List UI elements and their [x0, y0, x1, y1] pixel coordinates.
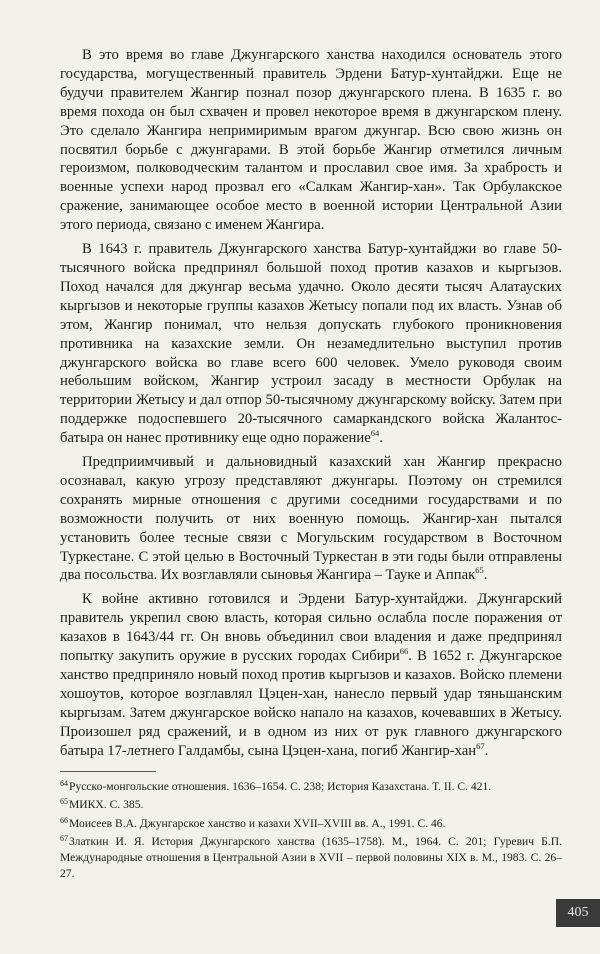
- paragraph-1-text: В это время во главе Джунгарского ханства находился основатель этого государства, могущественный правитель Эрдени Батур-хунтайджи. Еще не будучи правителем Жангир познал позор джунгарского плена. В 1635 г. во время похода он был схвачен и провел некоторое время в джунгарском плену. Это сделало Жангира непримиримым врагом джунгар. Всю свою жизнь он посвятил борьбе с джунгарами. В этой борьбе Жангир отметился личным героизмом, полководческим талантом и прославил свое имя. За храбрость и военные успехи народ прозвал его «Салкам Жангир-хан». Так Орбулакское сражение, занимающее особое место в военной истории Центральной Азии этого периода, связано с именем Жангира.: [60, 47, 562, 234]
- page-body: [60, 46, 562, 881]
- paragraph-4-text: К войне активно готовился и Эрдени Батур-хунтайджи. Джунгарский правитель укрепил свою власть, которая сильно ослабла после поражения от казахов в 1643/44 гг. Он вновь объединил свои владения и даже предпринял попытку закупить оружие в русских городах Сибири: [60, 591, 562, 665]
- footnote-ref-67[interactable]: 67: [476, 740, 485, 751]
- footnote-ref-66[interactable]: 66: [399, 646, 409, 657]
- footnote-ref-64[interactable]: 64: [370, 428, 380, 439]
- footnote-divider: [60, 771, 156, 772]
- footnote-67: [60, 831, 562, 881]
- paragraph-3-text: Предприимчивый и дальновидный казахский хан Жангир прекрасно осознавал, какую угрозу представляют джунгары. Поэтому он стремился сохранять мирные отношения с другими соседними государствами и по возможности получить от них военную помощь. Жангир-хан пытался установить более тесные связи с Могульским государством в Восточном Туркестане. С этой целью в Восточный Туркестан в эти годы были отправлены два посольства. Их возглавляли сыновья Жангира – Тауке и Аппак: [60, 454, 562, 584]
- footnote-text: МИКХ. С. 385.: [69, 798, 144, 812]
- page-number: 405: [556, 899, 600, 927]
- paragraph-1: [60, 46, 562, 235]
- footnote-number: 64: [60, 778, 68, 788]
- footnote-65: [60, 794, 562, 813]
- paragraph-4: К войне активно готовился и Эрдени Батур-хунтайджи. Джунгарский правитель укрепил свою власть, которая сильно ослабла после поражения от казахов в 1643/44 гг. Он вновь объединил свои владения и даже предпринял попытку закупить оружие в русских городах Сибири$^{66}$. В 1652 г. Джунгарское ханство предприняло новый поход против кыргызов и казахов. Войско племени хошоутов, которое возглавлял Цэцен-хан, нанесло первый удар тяньшанским кыргызам. Затем джунгарское войско напало на казахов, кочевавших в Жетысу. Произошел ряд сражений, и в одном из них от рук главного джунгарского батыра 17-летнего Галдамбы, сына Цэцен-хана, погиб Жангир-хан$^{67}$.: [60, 591, 563, 759]
- footnote-ref-65[interactable]: 65: [475, 565, 484, 576]
- footnote-text: Русско-монгольские отношения. 1636–1654. С. 238; История Казахстана. Т. II. С. 421.: [69, 779, 492, 793]
- paragraph-2-text: В 1643 г. правитель Джунгарского ханства Батур-хунтайджи во главе 50-тысячного войска предпринял большой поход против казахов и кыргызов. Поход начался для джунгар весьма удачно. Около десяти тысяч Алатауских кыргызов и некоторые группы казахов Жетысу попали под их власть. Узнав об этом, Жангир понимал, что нельзя допускать глубокого проникновения противника на казахские земли. Он незамедлительно выступил против джунгарского войска во главе всего 600 человек. Умело руководя своим небольшим войском, Жангир устроил засаду в местности Орбулак на территории Жетысу и дал отпор 50-тысячному джунгарскому войску. Затем при поддержке подоспевшего 20-тысячного самаркандского войска Жалантос-батыра он нанес противнику еще одно поражение: [60, 241, 562, 447]
- paragraph-3: Предприимчивый и дальновидный казахский хан Жангир прекрасно осознавал, какую угрозу представляют джунгары. Поэтому он стремился сохранять мирные отношения с другими соседними государствами и по возможности получить от них военную помощь. Жангир-хан пытался установить более тесные связи с Могульским государством в Восточном Туркестане. С этой целью в Восточный Туркестан в эти годы были отправлены два посольства. Их возглавляли сыновья Жангира – Тауке и Аппак$^{65}$.: [60, 454, 562, 584]
- footnotes: [60, 776, 562, 882]
- footnote-number: 67: [60, 834, 68, 844]
- paragraph-4-tail: . В 1652 г. Джунгарское ханство предприняло новый поход против кыргызов и казахов. Войско племени хошоутов, которое возглавлял Цэцен-хан, нанесло первый удар тяньшанским кыргызам. Затем джунгарское войско напало на казахов, кочевавших в Жетысу. Произошел ряд сражений, и в одном из них от рук главного джунгарского батыра 17-летнего Галдамбы, сына Цэцен-хана, погиб Жангир-хан: [60, 648, 563, 759]
- footnote-number: 66: [60, 815, 68, 825]
- footnote-text: Моисеев В.А. Джунгарское ханство и казахи XVII–XVIII вв. А., 1991. С. 46.: [69, 816, 446, 830]
- footnote-64: [60, 776, 562, 795]
- paragraph-2: В 1643 г. правитель Джунгарского ханства Батур-хунтайджи во главе 50-тысячного войска предпринял большой поход против казахов и кыргызов. Поход начался для джунгар весьма удачно. Около десяти тысяч Алатауских кыргызов и некоторые группы казахов Жетысу попали под их власть. Узнав об этом, Жангир понимал, что нельзя допускать глубокого проникновения противника на казахские земли. Он незамедлительно выступил против джунгарского войска во главе всего 600 человек. Умело руководя своим небольшим войском, Жангир устроил засаду в местности Орбулак на территории Жетысу и дал отпор 50-тысячному джунгарскому войску. Затем при поддержке подоспевшего 20-тысячного самаркандского войска Жалантос-батыра он нанес противнику еще одно поражение$^{64}$.: [60, 241, 562, 447]
- footnote-text: Златкин И. Я. История Джунгарского ханства (1635–1758). М., 1964. С. 201; Гуревич Б.П. Международные отношения в Центральной Азии в XVII – первой половины XIX в. М., 1983. С. 26–27.: [60, 835, 562, 880]
- footnote-66: [60, 813, 562, 832]
- footnote-number: 65: [60, 797, 68, 807]
